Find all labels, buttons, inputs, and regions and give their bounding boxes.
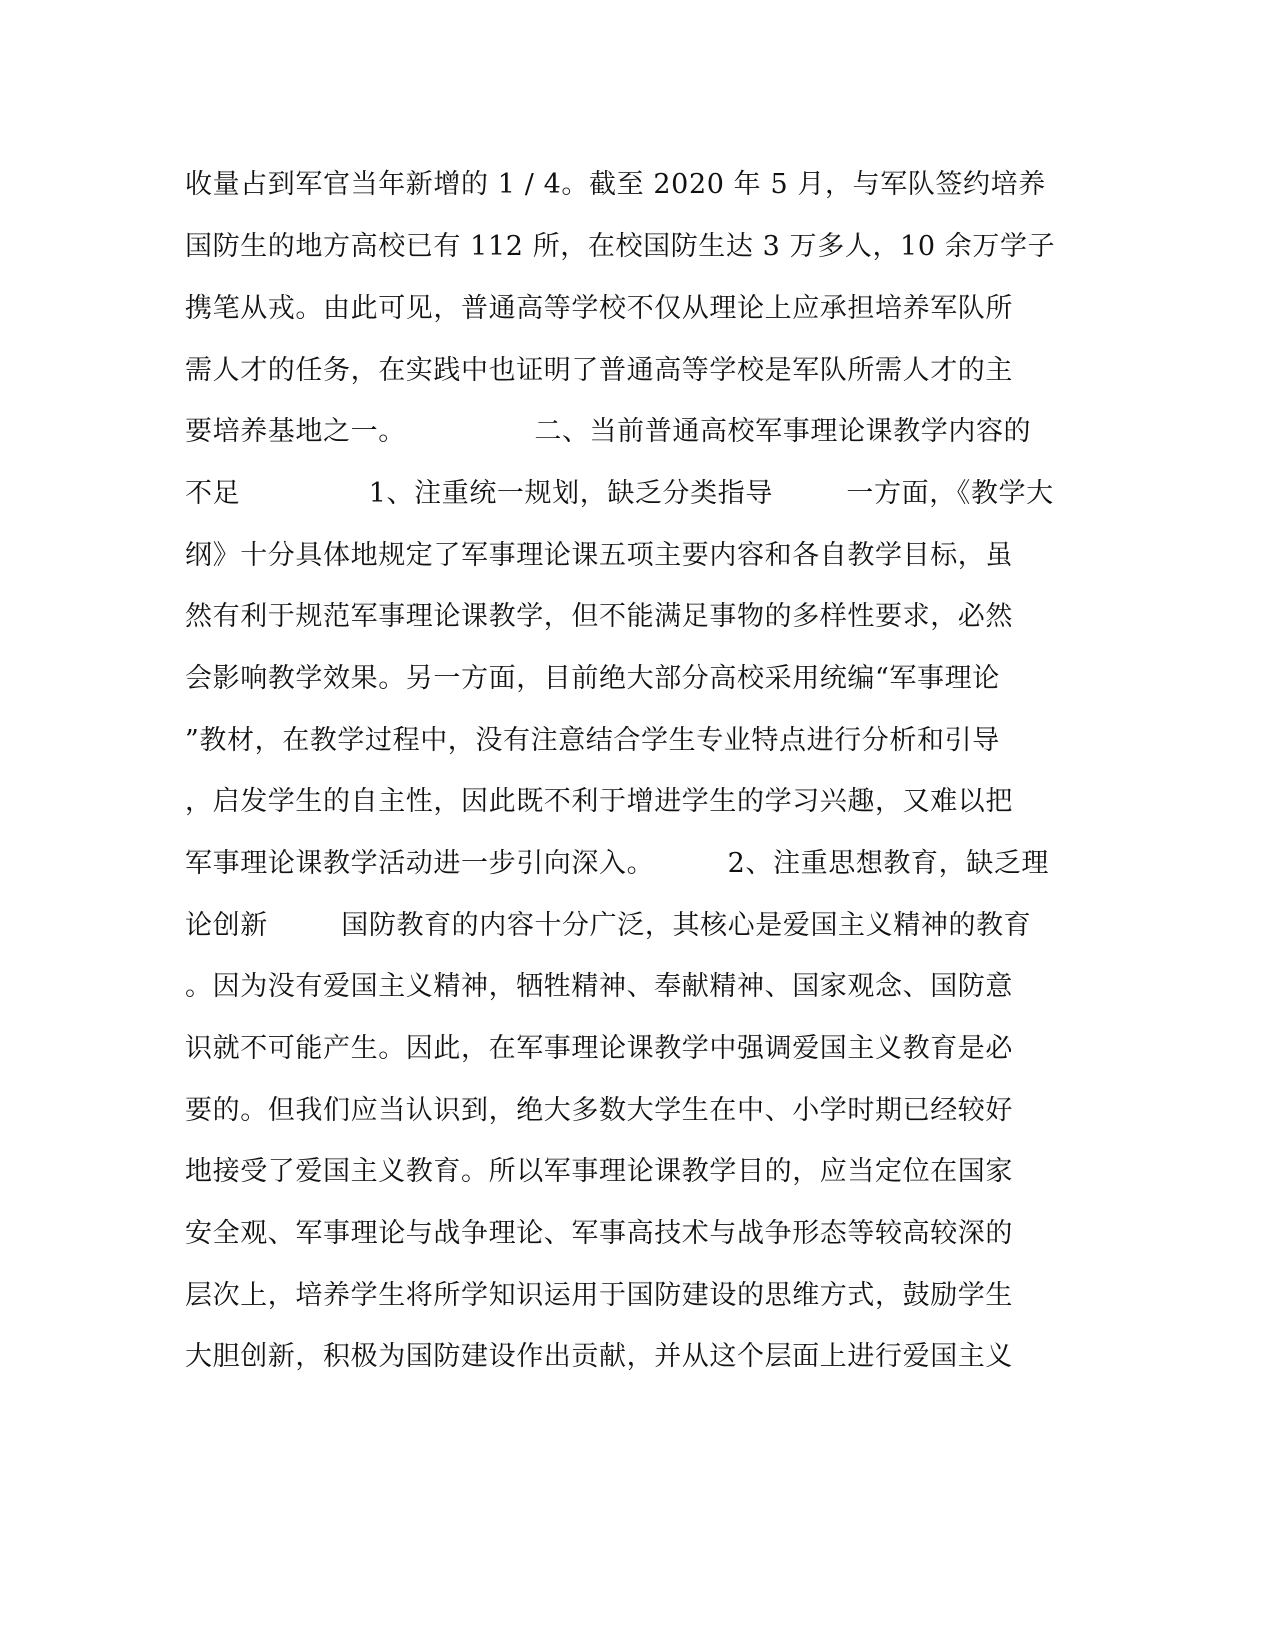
text-line: 。因为没有爱国主义精神，牺牲精神、奉献精神、国家观念、国防意: [185, 971, 1013, 1002]
text-line: 识就不可能产生。因此，在军事理论课教学中强调爱国主义教育是必: [185, 1033, 1013, 1064]
text-line: 论创新 国防教育的内容十分广泛，其核心是爱国主义精神的教育: [185, 910, 1032, 941]
text-line: 要培养基地之一。 二、当前普通高校军事理论课教学内容的: [185, 416, 1032, 447]
text-line: 要的。但我们应当认识到，绝大多数大学生在中、小学时期已经较好: [185, 1095, 1013, 1126]
text-line: 不足 1、注重统一规划，缺乏分类指导 一方面，《教学大: [185, 478, 1054, 509]
text-line: 地接受了爱国主义教育。所以军事理论课教学目的，应当定位在国家: [185, 1156, 1013, 1187]
text-line: ，启发学生的自主性，因此既不利于增进学生的学习兴趣，又难以把: [185, 786, 1013, 817]
text-line: 然有利于规范军事理论课教学，但不能满足事物的多样性要求，必然: [185, 601, 1013, 632]
text-line: 安全观、军事理论与战争理论、军事高技术与战争形态等较高较深的: [185, 1218, 1013, 1249]
text-line: 会影响教学效果。另一方面，目前绝大部分高校采用统编“军事理论: [185, 663, 1000, 694]
text-line: 层次上，培养学生将所学知识运用于国防建设的思维方式，鼓励学生: [185, 1280, 1013, 1311]
text-line: ”教材，在教学过程中，没有注意结合学生专业特点进行分析和引导: [185, 725, 1000, 756]
text-line: 军事理论课教学活动进一步引向深入。 2、注重思想教育，缺乏理: [185, 848, 1050, 879]
text-line: 大胆创新，积极为国防建设作出贡献，并从这个层面上进行爱国主义: [185, 1341, 1013, 1372]
text-line: 需人才的任务，在实践中也证明了普通高等学校是军队所需人才的主: [185, 355, 1013, 386]
text-line: 纲》十分具体地规定了军事理论课五项主要内容和各自教学目标，虽: [185, 540, 1013, 571]
text-line: 收量占到军官当年新增的 1 / 4。截至 2020 年 5 月，与军队签约培养: [185, 169, 1046, 200]
text-line: 国防生的地方高校已有 112 所，在校国防生达 3 万多人，10 余万学子: [185, 231, 1056, 262]
text-line: 携笔从戎。由此可见，普通高等学校不仅从理论上应承担培养军队所: [185, 293, 1013, 324]
